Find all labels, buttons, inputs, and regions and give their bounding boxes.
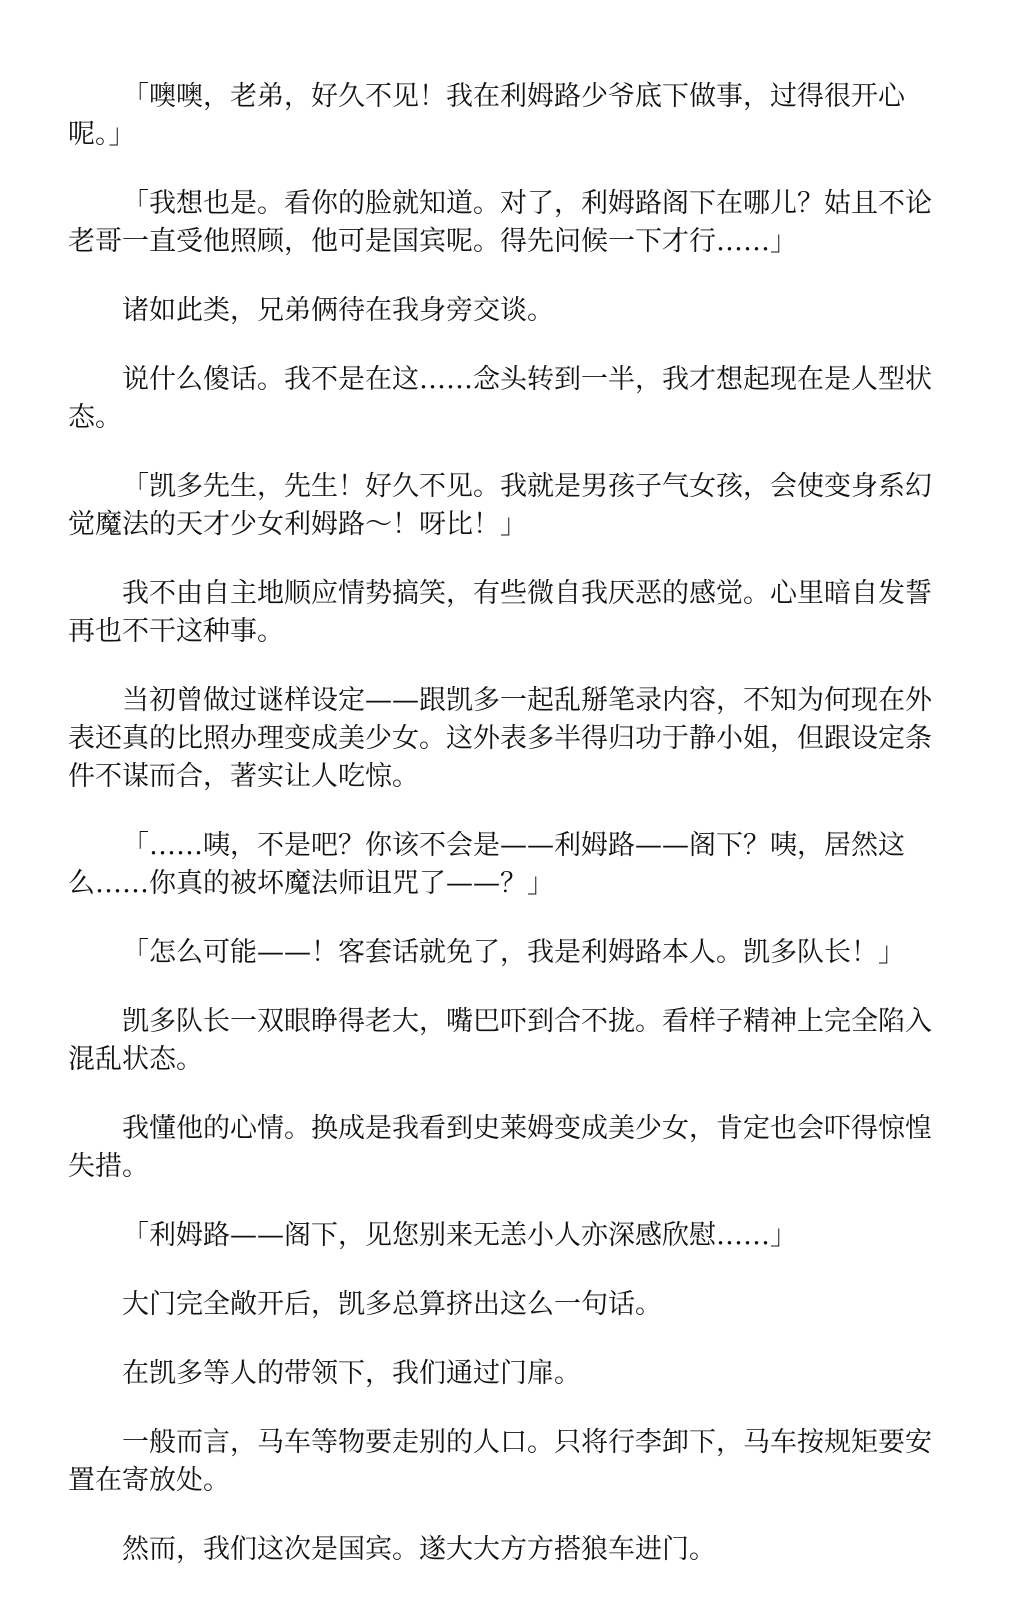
paragraph: 「凯多先生，先生！好久不见。我就是男孩子气女孩，会使变身系幻觉魔法的天才少女利姆路～！呀比！」 (68, 471, 932, 540)
paragraph: 我懂他的心情。换成是我看到史莱姆变成美少女，肯定也会吓得惊惶失措。 (68, 1113, 932, 1182)
paragraph: 大门完全敞开后，凯多总算挤出这么一句话。 (122, 1289, 662, 1320)
paragraph: 我不由自主地顺应情势搞笑，有些微自我厌恶的感觉。心里暗自发誓再也不干这种事。 (68, 578, 932, 647)
paragraph: 在凯多等人的带领下，我们通过门扉。 (122, 1358, 581, 1389)
paragraph: 当初曾做过谜样设定——跟凯多一起乱掰笔录内容，不知为何现在外表还真的比照办理变成美少女。这外表多半得归功于静小姐，但跟设定条件不谋而合，著实让人吃惊。 (68, 685, 932, 792)
paragraph: 说什么傻话。我不是在这……念头转到一半，我才想起现在是人型状态。 (68, 364, 932, 433)
paragraph: 诸如此类，兄弟俩待在我身旁交谈。 (122, 295, 554, 326)
paragraph: 「噢噢，老弟，好久不见！我在利姆路少爷底下做事，过得很开心呢。」 (68, 81, 905, 150)
text-body (68, 78, 948, 1600)
paragraph: 「……咦，不是吧？你该不会是——利姆路——阁下？咦，居然这么……你真的被坏魔法师诅咒了——？」 (68, 830, 905, 899)
paragraph: 「利姆路——阁下，见您别来无恙小人亦深感欣慰……」 (122, 1220, 797, 1251)
paragraph: 「我想也是。看你的脸就知道。对了，利姆路阁下在哪儿？姑且不论老哥一直受他照顾，他可是国宾呢。得先问候一下才行……」 (68, 188, 932, 257)
paragraph: 一般而言，马车等物要走别的人口。只将行李卸下，马车按规矩要安置在寄放处。 (68, 1427, 932, 1496)
paragraph: 凯多队长一双眼睁得老大，嘴巴吓到合不拢。看样子精神上完全陷入混乱状态。 (68, 1006, 932, 1075)
paragraph: 「怎么可能——！客套话就免了，我是利姆路本人。凯多队长！」 (122, 937, 905, 968)
paragraph: 然而，我们这次是国宾。遂大大方方搭狼车进门。 (122, 1534, 716, 1565)
